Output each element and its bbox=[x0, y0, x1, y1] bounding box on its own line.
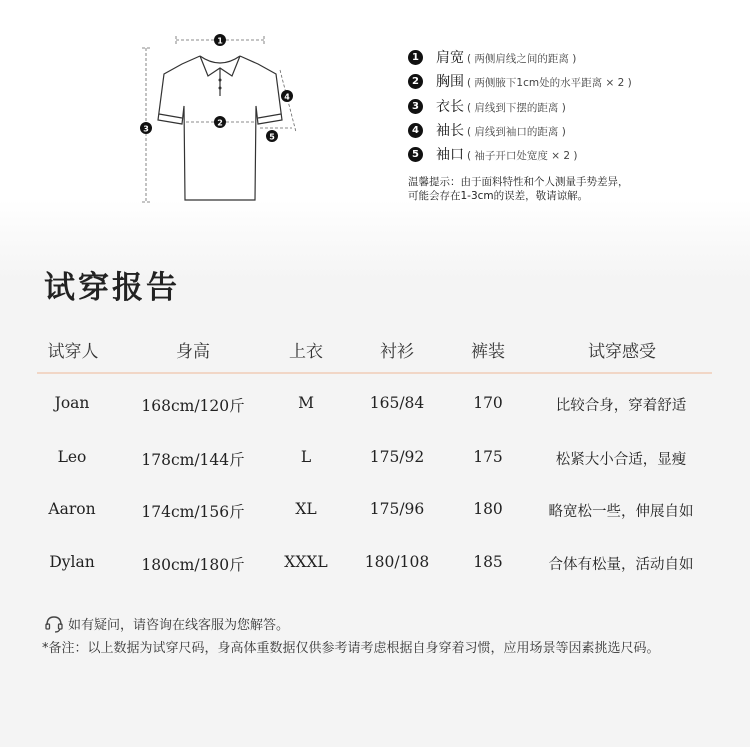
headset-icon bbox=[44, 615, 64, 633]
header-divider bbox=[37, 372, 712, 374]
cell-pants: 170 bbox=[473, 394, 503, 412]
cell-feel: 松紧大小合适，显瘦 bbox=[555, 452, 687, 468]
legend-name: 衣长 bbox=[436, 98, 464, 115]
cell-top: M bbox=[298, 394, 314, 412]
note-text: *备注：以上数据为试穿尺码，身高体重数据仅供参考请考虑根据自身穿着习惯，应用场景等因素挑选尺码。 bbox=[42, 641, 660, 656]
cell-name: Joan bbox=[54, 394, 90, 412]
report-title: 试穿报告 bbox=[44, 270, 180, 306]
legend-item bbox=[408, 48, 728, 72]
legend-name: 袖长 bbox=[436, 122, 464, 139]
header-pants: 裤装 bbox=[471, 342, 505, 362]
cell-shirt: 175/92 bbox=[369, 448, 425, 466]
svg-text:4: 4 bbox=[284, 92, 290, 102]
legend-number: 3 bbox=[408, 99, 423, 114]
cell-shirt: 165/84 bbox=[369, 394, 425, 412]
measurement-notice bbox=[408, 175, 629, 203]
legend-desc: ( 肩线到下摆的距离 ) bbox=[467, 101, 566, 114]
header-shirt: 衬衫 bbox=[380, 342, 414, 362]
cell-shirt: 175/96 bbox=[369, 500, 425, 518]
legend-name: 胸围 bbox=[436, 74, 464, 91]
cell-body: 180cm/180斤 bbox=[141, 556, 245, 574]
cell-top: XXXL bbox=[284, 553, 328, 571]
footer-notes bbox=[44, 615, 660, 663]
legend-desc: ( 肩线到袖口的距离 ) bbox=[467, 125, 566, 138]
legend-desc: ( 两侧肩线之间的距离 ) bbox=[467, 53, 577, 65]
cell-shirt: 180/108 bbox=[364, 553, 430, 571]
cell-body: 174cm/156斤 bbox=[141, 503, 245, 521]
cell-top: XL bbox=[295, 500, 317, 518]
svg-text:1: 1 bbox=[217, 36, 223, 46]
cell-top: L bbox=[300, 448, 312, 466]
help-line bbox=[44, 615, 660, 639]
cell-feel: 略宽松一些，伸展自如 bbox=[548, 504, 694, 520]
cell-pants: 185 bbox=[473, 553, 503, 571]
legend-number: 5 bbox=[408, 147, 423, 162]
header-body: 身高 bbox=[176, 342, 210, 362]
legend-item bbox=[408, 72, 728, 96]
help-text: 如有疑问，请咨询在线客服为您解答。 bbox=[68, 618, 290, 633]
diagram-markers bbox=[140, 34, 293, 142]
legend-name: 肩宽 bbox=[436, 50, 464, 66]
header-feel: 试穿感受 bbox=[588, 342, 656, 362]
legend-number: 1 bbox=[408, 50, 423, 65]
notice-line: 可能会存在1-3cm的误差，敬请谅解。 bbox=[408, 190, 589, 202]
cell-name: Aaron bbox=[48, 500, 96, 518]
cell-name: Leo bbox=[57, 448, 87, 466]
legend-item bbox=[408, 97, 728, 121]
legend-desc: ( 两侧腋下1cm处的水平距离 × 2 ) bbox=[467, 77, 632, 90]
cell-feel: 合体有松量，活动自如 bbox=[548, 557, 694, 573]
legend-number: 2 bbox=[408, 74, 423, 89]
cell-pants: 175 bbox=[473, 448, 503, 466]
header-top: 上衣 bbox=[289, 342, 323, 362]
polo-shirt-diagram bbox=[130, 28, 310, 208]
svg-text:5: 5 bbox=[269, 132, 275, 142]
header-tester: 试穿人 bbox=[47, 342, 99, 362]
legend-item bbox=[408, 145, 728, 169]
notice-line: 温馨提示：由于面料特性和个人测量手势差异， bbox=[408, 176, 629, 188]
svg-text:3: 3 bbox=[143, 124, 149, 134]
svg-text:2: 2 bbox=[217, 118, 223, 128]
legend-name: 袖口 bbox=[436, 147, 464, 164]
cell-body: 168cm/120斤 bbox=[141, 397, 245, 415]
legend-number: 4 bbox=[408, 123, 423, 138]
cell-name: Dylan bbox=[49, 553, 95, 571]
legend-desc: ( 袖子开口处宽度 × 2 ) bbox=[467, 150, 578, 163]
measurement-legend bbox=[408, 48, 728, 169]
cell-body: 178cm/144斤 bbox=[141, 451, 245, 469]
cell-feel: 比较合身，穿着舒适 bbox=[555, 398, 687, 414]
cell-pants: 180 bbox=[473, 500, 503, 518]
legend-item bbox=[408, 121, 728, 145]
